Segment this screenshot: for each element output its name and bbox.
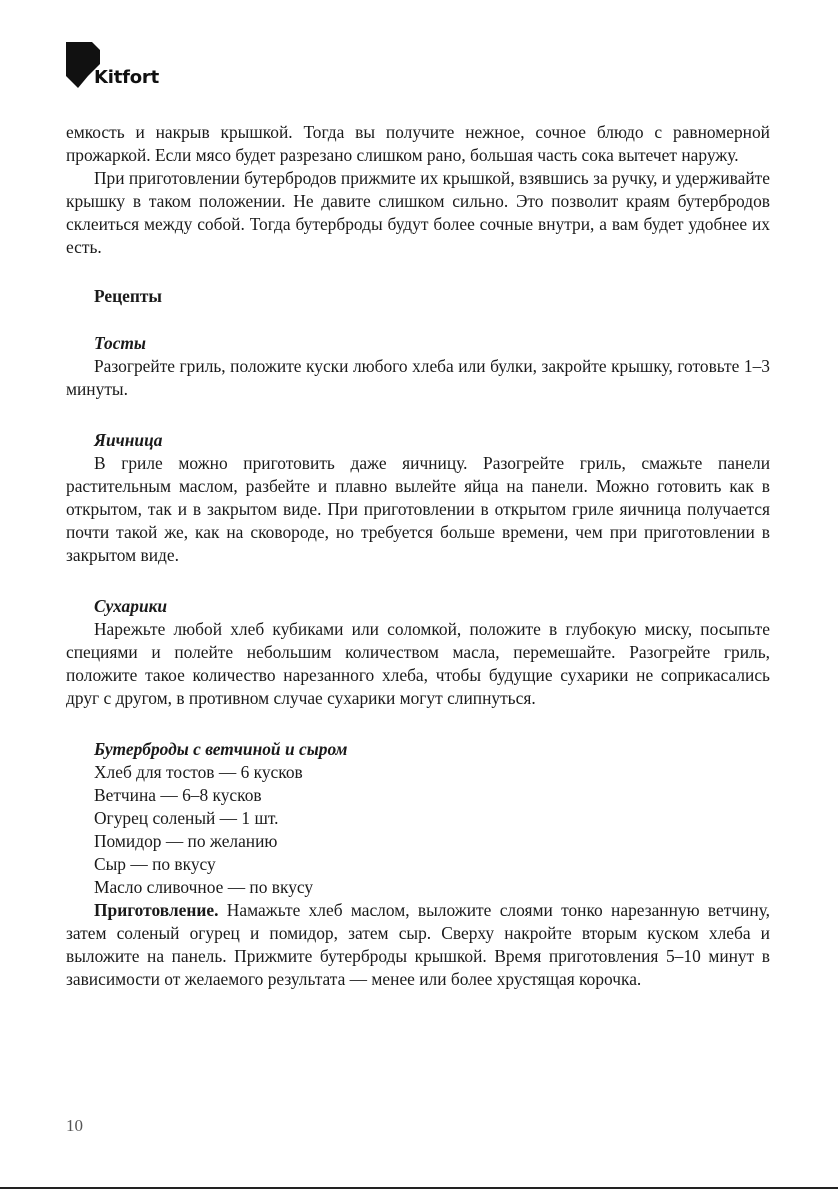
kitfort-logo-text: Kitfort — [94, 67, 160, 88]
recipes-heading: Рецепты — [94, 286, 162, 306]
method-label: Приготовление. — [94, 900, 219, 920]
recipe-title-toast: Тосты — [94, 333, 147, 353]
ingredient-item: Сыр — по вкусу — [94, 854, 216, 874]
page-number: 10 — [66, 1116, 83, 1135]
page-bottom-rule — [0, 1187, 838, 1189]
recipe-method-sandwiches — [66, 899, 770, 991]
paragraph-sandwich-press: При приготовлении бутербродов прижмите их крышкой, взявшись за ручку, и удерживайте крышку в таком положении. Не давите слишком сильно. Это позволит краям бутербродов склеиться между собой. Тогда бутерброды будут более сочные внутри, а вам будет удобнее их есть. — [66, 168, 770, 257]
document-body — [66, 121, 770, 991]
recipe-title-eggs: Яичница — [94, 430, 163, 450]
ingredient-item: Огурец соленый — 1 шт. — [94, 808, 279, 828]
recipe-text-toast: Разогрейте гриль, положите куски любого хлеба или булки, закройте крышку, готовьте 1–3 минуты. — [66, 356, 770, 399]
ingredient-item: Хлеб для тостов — 6 кусков — [94, 762, 303, 782]
ingredient-item: Ветчина — 6–8 кусков — [94, 785, 262, 805]
paragraph-meat: емкость и накрыв крышкой. Тогда вы получите нежное, сочное блюдо с равномерной прожаркой. Если мясо будет разрезано слишком рано, большая часть сока вытечет наружу. — [66, 122, 770, 165]
recipe-text-croutons: Нарежьте любой хлеб кубиками или соломкой, положите в глубокую миску, посыпьте специями и полейте небольшим количеством масла, перемешайте. Разогрейте гриль, положите такое количество нарезанного хлеба, чтобы будущие сухарики не соприкасались друг с другом, в противном случае сухарики могут слипнуться. — [66, 619, 770, 708]
ingredient-item: Помидор — по желанию — [94, 831, 278, 851]
recipe-title-croutons: Сухарики — [94, 596, 168, 616]
kitfort-logo — [66, 42, 166, 88]
recipe-title-sandwiches: Бутерброды с ветчиной и сыром — [94, 739, 348, 759]
method-text: Намажьте хлеб маслом, выложите слоями тонко нарезанную ветчину, затем соленый огурец и помидор, затем сыр. Сверху накройте вторым куском хлеба и выложите на панель. Прижмите бутерброды крышкой. Время приготовления 5–10 минут в зависимости от желаемого результата — менее или более хрустящая корочка. — [66, 900, 770, 989]
ingredient-item: Масло сливочное — по вкусу — [94, 877, 314, 897]
recipe-text-eggs: В гриле можно приготовить даже яичницу. Разогрейте гриль, смажьте панели растительным маслом, разбейте и плавно вылейте яйца на панели. Можно готовить как в открытом, так и в закрытом виде. При приготовлении в открытом гриле яичница получается почти такой же, как на сковороде, но требуется больше времени, чем при приготовлении в закрытом виде. — [66, 453, 770, 565]
